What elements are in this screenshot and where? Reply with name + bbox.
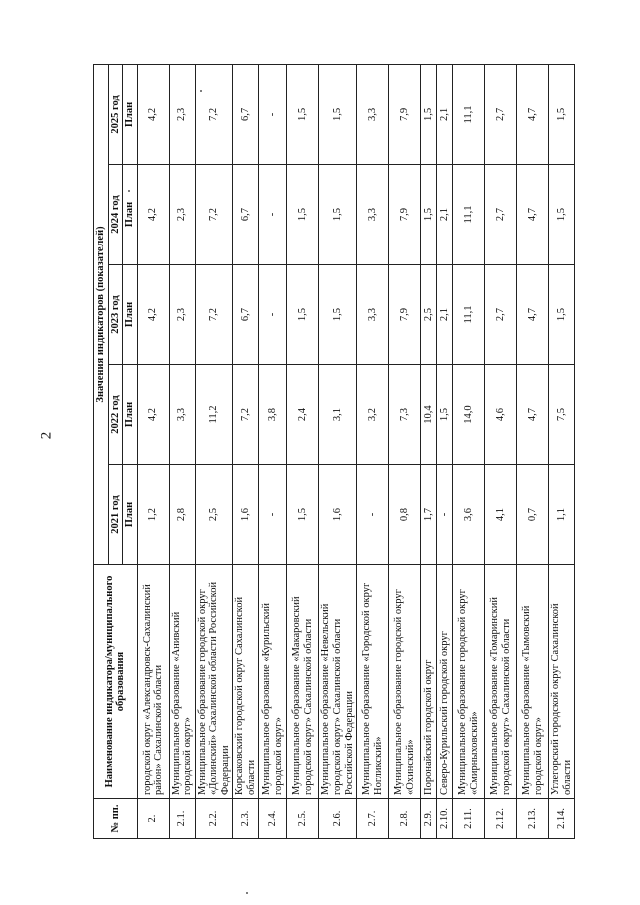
- row-value: 7,2: [195, 265, 233, 365]
- header-year: 2025 год: [108, 64, 123, 164]
- row-value: 1,5: [549, 165, 575, 265]
- table-row: [233, 64, 259, 838]
- row-value: 1,5: [319, 165, 357, 265]
- header-plan: План: [123, 64, 138, 164]
- row-value: 6,7: [233, 165, 259, 265]
- table-row: [485, 64, 517, 838]
- row-name: Муниципальное образование «Курильский городской округ»: [259, 565, 287, 799]
- row-value: 3,8: [259, 365, 287, 465]
- row-name: Муниципальное образование «Тымовский городской округ»: [517, 565, 549, 799]
- header-year: 2021 год: [108, 465, 123, 565]
- header-year: 2023 год: [108, 265, 123, 365]
- row-value: 11,1: [453, 165, 485, 265]
- row-number: 2.2.: [195, 799, 233, 839]
- row-value: 2,3: [169, 64, 195, 164]
- row-name: Муниципальное образование городской округ «Долинский» Сахалинской области Российской Федерации: [195, 565, 233, 799]
- header-plan: План: [123, 365, 138, 465]
- row-value: -: [437, 465, 453, 565]
- row-value: 4,2: [137, 64, 169, 164]
- row-value: 1,6: [319, 465, 357, 565]
- row-value: 1,5: [437, 365, 453, 465]
- row-value: 1,5: [549, 64, 575, 164]
- row-value: 1,5: [287, 165, 319, 265]
- row-value: 1,5: [287, 64, 319, 164]
- row-value: 11,1: [453, 64, 485, 164]
- row-value: 1,5: [287, 465, 319, 565]
- table-row: [437, 64, 453, 838]
- table-row: [389, 64, 421, 838]
- header-plan: План: [123, 165, 138, 265]
- row-name: Муниципальное образование городской округ «Смирныховский»: [453, 565, 485, 799]
- row-value: 1,5: [287, 265, 319, 365]
- row-value: 1,6: [233, 465, 259, 565]
- indicators-table: [93, 64, 575, 839]
- table-row: [195, 64, 233, 838]
- page-number: 2: [38, 431, 55, 440]
- row-number: 2.1.: [169, 799, 195, 839]
- table-row: [319, 64, 357, 838]
- row-name: Муниципальное образование «Макаровский городской округ» Сахалинской области: [287, 565, 319, 799]
- table-body: [137, 64, 575, 838]
- row-value: -: [259, 265, 287, 365]
- row-value: 4,7: [517, 265, 549, 365]
- row-value: 0,7: [517, 465, 549, 565]
- row-name: Муниципальное образование «Городской округ Ногликский»: [357, 565, 389, 799]
- row-value: 1,5: [319, 265, 357, 365]
- row-value: 7,9: [389, 64, 421, 164]
- row-name: Муниципальное образование «Анивский городской округ»: [169, 565, 195, 799]
- row-value: 3,3: [357, 64, 389, 164]
- row-value: 2,8: [169, 465, 195, 565]
- row-value: 2,1: [437, 64, 453, 164]
- row-value: 3,3: [357, 265, 389, 365]
- header-name: Наименование индикатора/муниципального образования: [94, 565, 138, 799]
- table-row: [421, 64, 437, 838]
- table-row: [259, 64, 287, 838]
- row-value: 3,3: [169, 365, 195, 465]
- row-value: 3,2: [357, 365, 389, 465]
- row-value: 4,7: [517, 165, 549, 265]
- row-value: 1,7: [421, 465, 437, 565]
- table-row: [169, 64, 195, 838]
- row-value: -: [259, 165, 287, 265]
- row-value: 11,2: [195, 365, 233, 465]
- row-value: 1,1: [549, 465, 575, 565]
- row-name: Муниципальное образование «Невельский городской округ» Сахалинской области Российской Федерации: [319, 565, 357, 799]
- row-name: городской округ «Александровск-Сахалинский район» Сахалинской области: [137, 565, 169, 799]
- row-value: 11,1: [453, 265, 485, 365]
- row-value: 1,5: [421, 64, 437, 164]
- row-value: 2,5: [421, 265, 437, 365]
- row-name: Муниципальное образование «Томаринский городской округ» Сахалинской области: [485, 565, 517, 799]
- row-value: 2,7: [485, 265, 517, 365]
- row-number: 2.4.: [259, 799, 287, 839]
- row-value: 7,9: [389, 165, 421, 265]
- row-value: -: [357, 465, 389, 565]
- header-plan: План: [123, 265, 138, 365]
- row-value: 10,4: [421, 365, 437, 465]
- table-row: [517, 64, 549, 838]
- row-value: -: [259, 465, 287, 565]
- row-value: 7,3: [389, 365, 421, 465]
- row-value: 2,3: [169, 165, 195, 265]
- row-value: 4,2: [137, 265, 169, 365]
- header-num: № пп.: [94, 799, 138, 839]
- row-number: 2.5.: [287, 799, 319, 839]
- table-row: [357, 64, 389, 838]
- row-name: Муниципальное образование городской округ «Охинский»: [389, 565, 421, 799]
- table-row: [137, 64, 169, 838]
- table-row: [287, 64, 319, 838]
- row-number: 2.7.: [357, 799, 389, 839]
- row-value: 7,2: [195, 64, 233, 164]
- header-year: 2022 год: [108, 365, 123, 465]
- row-value: 7,2: [195, 165, 233, 265]
- row-number: 2.11.: [453, 799, 485, 839]
- row-value: 6,7: [233, 64, 259, 164]
- header-year: 2024 год: [108, 165, 123, 265]
- row-value: 1,5: [421, 165, 437, 265]
- row-number: 2.9.: [421, 799, 437, 839]
- row-value: 2,5: [195, 465, 233, 565]
- row-number: 2.13.: [517, 799, 549, 839]
- header-plan: План: [123, 465, 138, 565]
- row-value: 3,6: [453, 465, 485, 565]
- row-number: 2.8.: [389, 799, 421, 839]
- row-value: 7,5: [549, 365, 575, 465]
- row-value: 4,7: [517, 365, 549, 465]
- row-value: 6,7: [233, 265, 259, 365]
- row-value: 1,5: [319, 64, 357, 164]
- row-value: 1,5: [549, 265, 575, 365]
- row-value: 4,7: [517, 64, 549, 164]
- row-value: 14,0: [453, 365, 485, 465]
- row-value: 3,1: [319, 365, 357, 465]
- row-value: 2,7: [485, 64, 517, 164]
- row-value: 7,2: [233, 365, 259, 465]
- row-number: 2.6.: [319, 799, 357, 839]
- row-value: 4,6: [485, 365, 517, 465]
- row-value: 7,9: [389, 265, 421, 365]
- row-value: 2,7: [485, 165, 517, 265]
- row-name: Северо-Курильский городской округ: [437, 565, 453, 799]
- row-number: 2.12.: [485, 799, 517, 839]
- row-value: 2,4: [287, 365, 319, 465]
- row-value: 4,2: [137, 365, 169, 465]
- row-value: 3,3: [357, 165, 389, 265]
- rotated-table-area: [93, 65, 573, 839]
- row-value: 4,1: [485, 465, 517, 565]
- row-value: -: [259, 64, 287, 164]
- row-value: 1,2: [137, 465, 169, 565]
- row-value: 2,1: [437, 165, 453, 265]
- row-value: 2,3: [169, 265, 195, 365]
- table-row: [453, 64, 485, 838]
- row-value: 2,1: [437, 265, 453, 365]
- row-number: 2.10.: [437, 799, 453, 839]
- row-name: Поронайский городской округ: [421, 565, 437, 799]
- table-row: [549, 64, 575, 838]
- scan-speck: [246, 892, 248, 894]
- row-name: Углегорский городской округ Сахалинской области: [549, 565, 575, 799]
- row-number: 2.14.: [549, 799, 575, 839]
- header-values-group: Значения индикаторов (показателей): [94, 64, 109, 564]
- row-number: 2.: [137, 799, 169, 839]
- row-name: Корсаковский городской округ Сахалинской области: [233, 565, 259, 799]
- row-value: 4,2: [137, 165, 169, 265]
- row-number: 2.3.: [233, 799, 259, 839]
- row-value: 0,8: [389, 465, 421, 565]
